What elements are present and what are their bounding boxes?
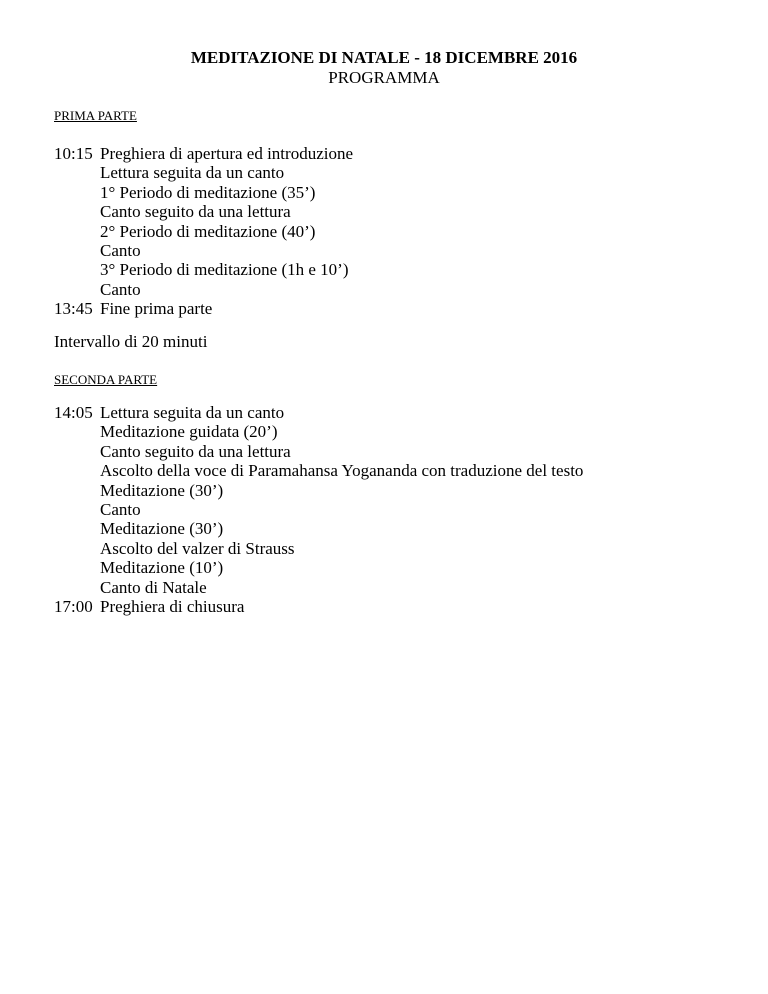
schedule-item: Canto di Natale	[100, 577, 207, 597]
schedule-row	[54, 183, 353, 202]
schedule-time: 13:45	[54, 299, 93, 319]
schedule-row	[54, 422, 583, 441]
schedule-item: Ascolto del valzer di Strauss	[100, 538, 295, 558]
schedule-row	[54, 461, 583, 480]
schedule-part1	[54, 144, 353, 319]
schedule-row	[54, 241, 353, 260]
schedule-item: Preghiera di apertura ed introduzione	[100, 144, 354, 163]
schedule-part2	[54, 403, 583, 616]
schedule-row	[54, 481, 583, 500]
schedule-item: Meditazione (30’)	[100, 519, 224, 539]
schedule-row	[54, 299, 353, 318]
schedule-item: Ascolto della voce di Paramahansa Yogananda con traduzione del testo	[100, 461, 584, 481]
section-label-prima-parte: PRIMA PARTE	[54, 108, 137, 123]
schedule-time	[54, 442, 100, 461]
interval-note: Intervallo di 20 minuti	[54, 332, 208, 351]
section-label-seconda-parte: SECONDA PARTE	[54, 372, 158, 387]
schedule-time	[54, 558, 100, 577]
page-subtitle: PROGRAMMA	[328, 68, 440, 87]
schedule-row	[54, 500, 583, 519]
schedule-time	[54, 519, 100, 538]
schedule-row	[54, 519, 583, 538]
schedule-time	[54, 578, 100, 597]
schedule-time	[54, 260, 100, 279]
schedule-time: 14:05	[54, 403, 93, 422]
schedule-time	[54, 280, 100, 299]
schedule-time	[54, 500, 100, 519]
schedule-row	[54, 202, 353, 221]
schedule-row	[54, 558, 583, 577]
schedule-time	[54, 461, 100, 480]
schedule-row	[54, 260, 353, 279]
schedule-item: Fine prima parte	[100, 299, 213, 319]
schedule-row	[54, 280, 353, 299]
schedule-time: 10:15	[54, 144, 93, 163]
schedule-row	[54, 222, 353, 241]
schedule-item: Lettura seguita da un canto	[100, 163, 285, 183]
schedule-item: Meditazione (10’)	[100, 558, 224, 578]
schedule-row	[54, 597, 583, 616]
schedule-item: Canto	[100, 500, 141, 520]
schedule-item: Canto seguito da una lettura	[100, 202, 291, 222]
schedule-time	[54, 183, 100, 202]
schedule-row	[54, 578, 583, 597]
page-title: MEDITAZIONE DI NATALE - 18 DICEMBRE 2016	[190, 48, 578, 67]
schedule-row	[54, 163, 353, 182]
schedule-time	[54, 481, 100, 500]
schedule-item: 2° Periodo di meditazione (40’)	[100, 221, 316, 241]
schedule-item: Meditazione guidata (20’)	[100, 422, 278, 442]
schedule-item: Lettura seguita da un canto	[100, 403, 285, 422]
schedule-time	[54, 222, 100, 241]
schedule-time	[54, 163, 100, 182]
schedule-time	[54, 422, 100, 441]
schedule-row	[54, 442, 583, 461]
schedule-item: Canto	[100, 279, 141, 299]
schedule-item: 1° Periodo di meditazione (35’)	[100, 182, 316, 202]
schedule-item: Canto seguito da una lettura	[100, 441, 291, 461]
schedule-time	[54, 539, 100, 558]
schedule-time	[54, 241, 100, 260]
schedule-item: Meditazione (30’)	[100, 480, 224, 500]
schedule-item: 3° Periodo di meditazione (1h e 10’)	[100, 260, 349, 280]
schedule-row	[54, 403, 583, 422]
schedule-time	[54, 202, 100, 221]
schedule-item: Canto	[100, 241, 141, 261]
schedule-row	[54, 539, 583, 558]
schedule-row	[54, 144, 353, 163]
schedule-time: 17:00	[54, 597, 93, 617]
schedule-item: Preghiera di chiusura	[100, 597, 245, 617]
